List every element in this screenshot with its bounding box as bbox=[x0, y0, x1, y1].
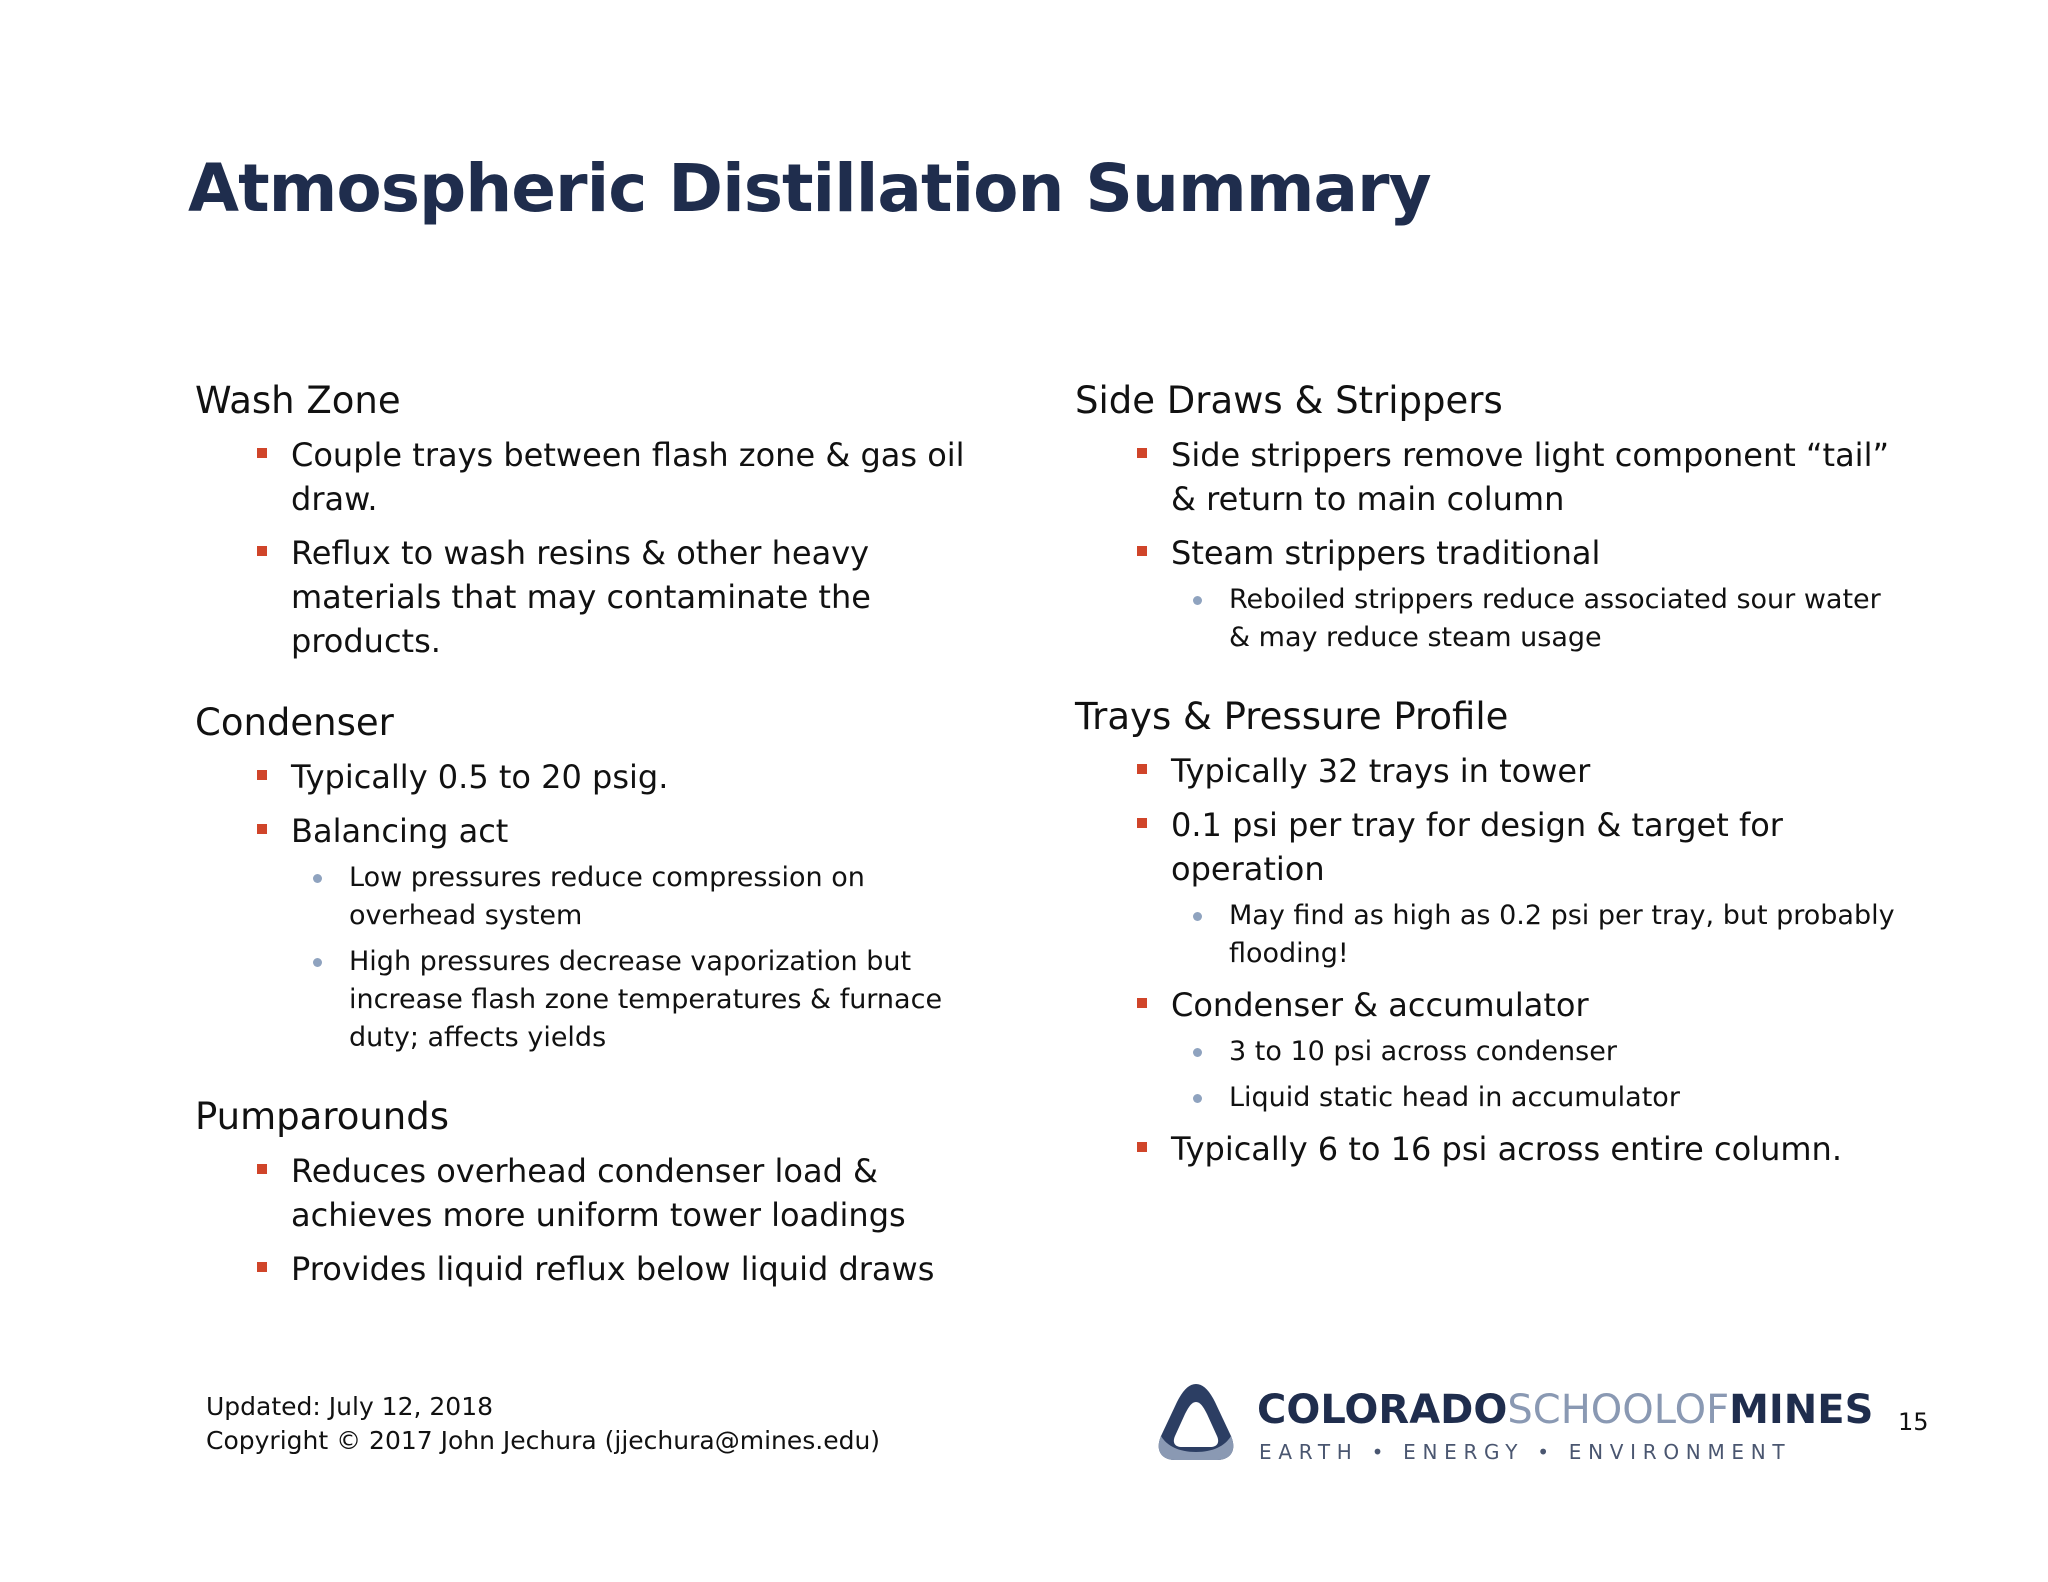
logo-wordmark: COLORADOSCHOOLOFMINES bbox=[1257, 1387, 1874, 1433]
list-item bbox=[195, 809, 995, 1057]
logo-tagline: EARTH • ENERGY • ENVIRONMENT bbox=[1259, 1440, 1792, 1464]
section-wash-zone bbox=[195, 375, 995, 663]
section-side-draws bbox=[1075, 375, 1895, 657]
updated-date: Updated: July 12, 2018 bbox=[206, 1392, 494, 1421]
list-item-text: 0.1 psi per tray for design & target for operation bbox=[1171, 806, 1783, 888]
mines-triangle-logo-icon bbox=[1155, 1380, 1237, 1466]
sub-list-item: Liquid static head in accumulator bbox=[1171, 1079, 1895, 1117]
section-trays-pressure bbox=[1075, 691, 1895, 1171]
list-item: Reduces overhead condenser load & achieves more uniform tower loadings bbox=[195, 1149, 995, 1237]
list-item-text: Condenser & accumulator bbox=[1171, 986, 1589, 1024]
list-item bbox=[1075, 983, 1895, 1117]
sub-list-item: Low pressures reduce compression on overhead system bbox=[291, 859, 995, 935]
list-item: Typically 32 trays in tower bbox=[1075, 749, 1895, 793]
list-item: Reflux to wash resins & other heavy materials that may contaminate the products. bbox=[195, 531, 995, 663]
left-column bbox=[195, 375, 995, 1325]
sub-list-item: 3 to 10 psi across condenser bbox=[1171, 1033, 1895, 1071]
section-condenser bbox=[195, 697, 995, 1057]
footer bbox=[206, 1390, 880, 1458]
copyright: Copyright © 2017 John Jechura (jjechura@mines.edu) bbox=[206, 1426, 881, 1455]
section-heading: Wash Zone bbox=[195, 379, 401, 422]
section-pumparounds bbox=[195, 1091, 995, 1291]
list-item: Typically 6 to 16 psi across entire column. bbox=[1075, 1127, 1895, 1171]
right-column bbox=[1075, 375, 1895, 1205]
list-item-text: Balancing act bbox=[291, 812, 509, 850]
section-heading: Pumparounds bbox=[195, 1095, 450, 1138]
section-heading: Trays & Pressure Profile bbox=[1075, 695, 1509, 738]
page-number: 15 bbox=[1898, 1408, 1929, 1436]
list-item: Typically 0.5 to 20 psig. bbox=[195, 755, 995, 799]
school-logo bbox=[1155, 1380, 1875, 1480]
sub-list-item: Reboiled strippers reduce associated sour water & may reduce steam usage bbox=[1171, 581, 1895, 657]
list-item: Provides liquid reflux below liquid draws bbox=[195, 1247, 995, 1291]
section-heading: Condenser bbox=[195, 701, 394, 744]
list-item-text: Steam strippers traditional bbox=[1171, 534, 1601, 572]
sub-list-item: May find as high as 0.2 psi per tray, but probably flooding! bbox=[1171, 897, 1895, 973]
list-item bbox=[1075, 531, 1895, 657]
sub-list-item: High pressures decrease vaporization but increase flash zone temperatures & furnace duty; affects yields bbox=[291, 943, 995, 1057]
slide-title: Atmospheric Distillation Summary bbox=[188, 150, 1431, 227]
section-heading: Side Draws & Strippers bbox=[1075, 379, 1503, 422]
list-item bbox=[1075, 803, 1895, 973]
list-item: Side strippers remove light component “tail” & return to main column bbox=[1075, 433, 1895, 521]
list-item: Couple trays between flash zone & gas oil draw. bbox=[195, 433, 995, 521]
